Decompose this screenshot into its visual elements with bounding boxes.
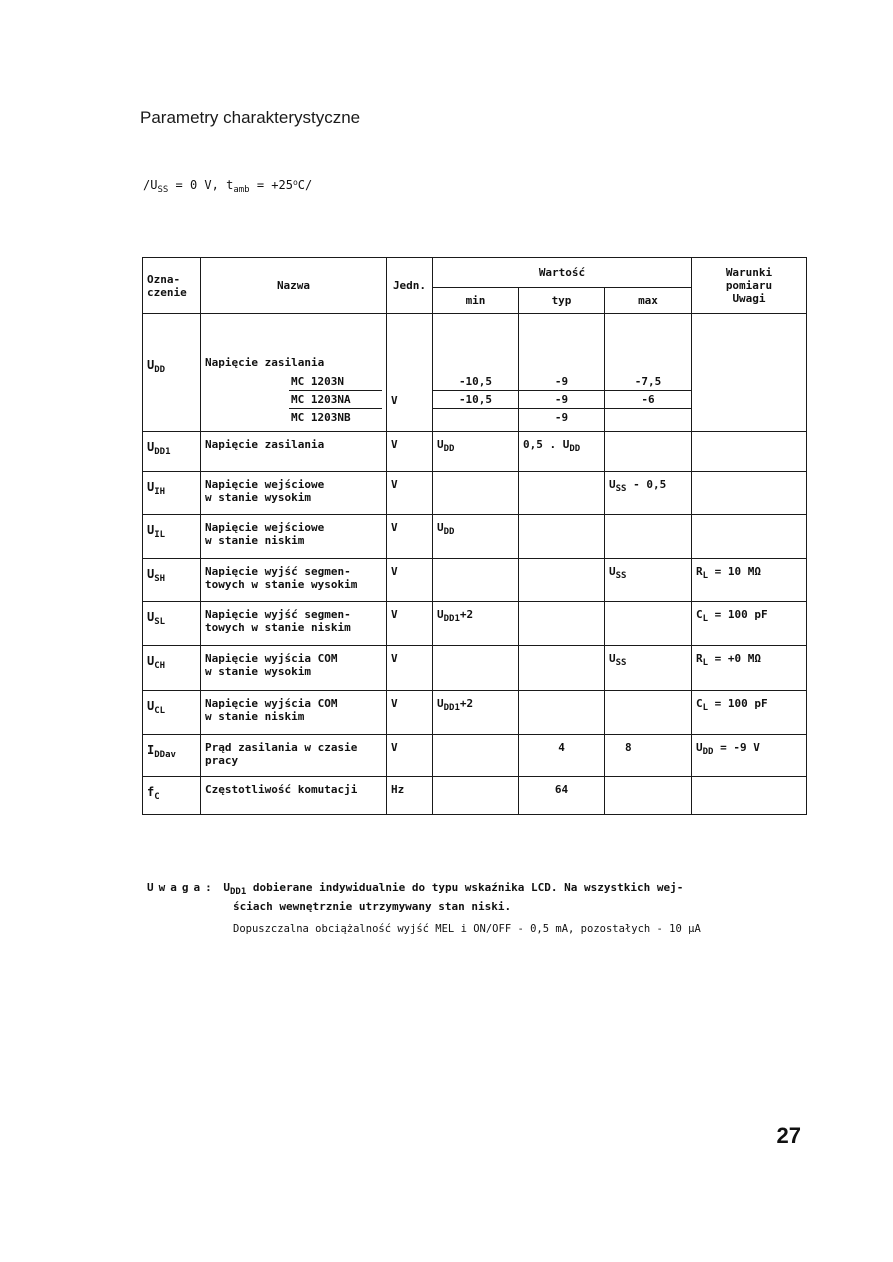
- header-nazwa: Nazwa: [201, 258, 387, 314]
- footnote-line3: Dopuszczalna obciążalność wyjść MEL i ON/OFF - 0,5 mA, pozostałych - 10 μA: [233, 923, 701, 935]
- footnote: [147, 878, 797, 939]
- row-min: $U_{DD}$: [433, 432, 519, 472]
- variant-label: MC 1203NB: [291, 411, 351, 424]
- page-number: 27: [776, 1123, 801, 1148]
- row-min: [433, 735, 519, 777]
- row-typ: [519, 646, 605, 691]
- header-max: max: [605, 288, 692, 314]
- row-min: -10,5 -10,5: [433, 314, 519, 432]
- row-conditions: [692, 515, 807, 559]
- row-max: $U_{SS}$: [605, 559, 692, 602]
- row-unit: V: [387, 472, 433, 515]
- page-title: Parametry charakterystyczne: [140, 108, 361, 127]
- row-unit: V: [387, 432, 433, 472]
- header-warunki: [692, 258, 807, 314]
- variant-label: MC 1203NA: [289, 391, 382, 409]
- row-unit: V: [387, 735, 433, 777]
- header-jedn: Jedn.: [387, 258, 433, 314]
- row-max: [605, 515, 692, 559]
- row-name: Napięcie wyjścia COM w stanie niskim: [201, 691, 387, 735]
- header-warunki-label: Warunki pomiaru: [725, 266, 773, 292]
- row-typ: [519, 602, 605, 646]
- table-row: [143, 515, 807, 559]
- row-max: $U_{SS} - 0,5$: [605, 472, 692, 515]
- row-max: [605, 602, 692, 646]
- row-symbol: $U_{SH}$: [143, 559, 201, 602]
- row-name: Napięcie wejściowe w stanie wysokim: [201, 472, 387, 515]
- row-conditions: [692, 314, 807, 432]
- row-unit: V: [387, 515, 433, 559]
- row-max: [605, 777, 692, 815]
- row-symbol: $f_C$: [143, 777, 201, 815]
- table-row: [143, 559, 807, 602]
- row-min: [433, 472, 519, 515]
- row-max: -7,5 -6: [605, 314, 692, 432]
- row-min: $U_{DD1}+2$: [433, 691, 519, 735]
- row-name: Napięcie zasilania: [201, 432, 387, 472]
- row-unit: Hz: [387, 777, 433, 815]
- row-symbol: $U_{CH}$: [143, 646, 201, 691]
- row-conditions: $C_L = 100$ pF: [692, 602, 807, 646]
- row-typ: [519, 472, 605, 515]
- row-symbol: $U_{CL}$: [143, 691, 201, 735]
- table-row: [143, 646, 807, 691]
- table-row: [143, 777, 807, 815]
- row-conditions: $R_L = +0$ MΩ: [692, 646, 807, 691]
- row-min: $U_{DD}$: [433, 515, 519, 559]
- row-max: [605, 691, 692, 735]
- table-row: [143, 472, 807, 515]
- row-conditions: $C_L = 100$ pF: [692, 691, 807, 735]
- row-symbol: $U_{SL}$: [143, 602, 201, 646]
- row-name: Napięcie zasilania MC 1203N MC 1203NA MC 1203NB: [201, 314, 387, 432]
- row-typ: [519, 691, 605, 735]
- row-typ: [519, 559, 605, 602]
- row-name: Napięcie wyjść segmen- towych w stanie niskim: [201, 602, 387, 646]
- header-uwagi: Uwagi: [732, 292, 766, 305]
- row-max: 8: [605, 735, 692, 777]
- table-row: [143, 691, 807, 735]
- row-conditions: [692, 432, 807, 472]
- row-typ: -9 -9 -9: [519, 314, 605, 432]
- row-typ: 64: [519, 777, 605, 815]
- variant-label: MC 1203N: [289, 373, 382, 391]
- row-typ: 0,5 . $U_{DD}$: [519, 432, 605, 472]
- footnote-line2: ściach wewnętrznie utrzymywany stan niski.: [233, 900, 512, 913]
- row-max: $U_{SS}$: [605, 646, 692, 691]
- header-wartosc: Wartość: [433, 258, 692, 288]
- row-conditions: [692, 777, 807, 815]
- footnote-line1: Uwaga: $U_{DD1}$ dobierane indywidualnie do typu wskaźnika LCD. Na wszystkich wej-: [147, 881, 684, 897]
- row-name: Napięcie wyjść segmen- towych w stanie wysokim: [201, 559, 387, 602]
- row-unit: V: [387, 314, 433, 432]
- row-min: [433, 559, 519, 602]
- header-oznaczenie: Ozna- czenie: [143, 258, 201, 314]
- row-symbol: $U_{IL}$: [143, 515, 201, 559]
- table-row: [143, 602, 807, 646]
- table-row: [143, 314, 807, 432]
- row-name: Prąd zasilania w czasie pracy: [201, 735, 387, 777]
- row-typ: 4: [519, 735, 605, 777]
- row-unit: V: [387, 691, 433, 735]
- row-min: [433, 777, 519, 815]
- row-symbol: $U_{DD1}$: [143, 432, 201, 472]
- table-row: [143, 432, 807, 472]
- row-unit: V: [387, 646, 433, 691]
- row-symbol: $U_{DD}$: [143, 314, 201, 432]
- measurement-conditions: $/U_{SS} = 0$ V, $t_{amb} = +25^oC/$: [143, 178, 313, 195]
- header-typ: typ: [519, 288, 605, 314]
- row-unit: V: [387, 559, 433, 602]
- row-unit: V: [387, 602, 433, 646]
- parameters-table: [142, 257, 807, 815]
- row-min: [433, 646, 519, 691]
- row-min: $U_{DD1}+2$: [433, 602, 519, 646]
- row-conditions: $R_L = 10$ MΩ: [692, 559, 807, 602]
- row-conditions: $U_{DD} = -9$ V: [692, 735, 807, 777]
- row-typ: [519, 515, 605, 559]
- row-name: Napięcie wejściowe w stanie niskim: [201, 515, 387, 559]
- row-max: [605, 432, 692, 472]
- row-conditions: [692, 472, 807, 515]
- row-name: Częstotliwość komutacji: [201, 777, 387, 815]
- row-symbol: $I_{DDav}$: [143, 735, 201, 777]
- table-row: [143, 735, 807, 777]
- variant-list: [289, 373, 382, 426]
- row-name: Napięcie wyjścia COM w stanie wysokim: [201, 646, 387, 691]
- header-min: min: [433, 288, 519, 314]
- row-symbol: $U_{IH}$: [143, 472, 201, 515]
